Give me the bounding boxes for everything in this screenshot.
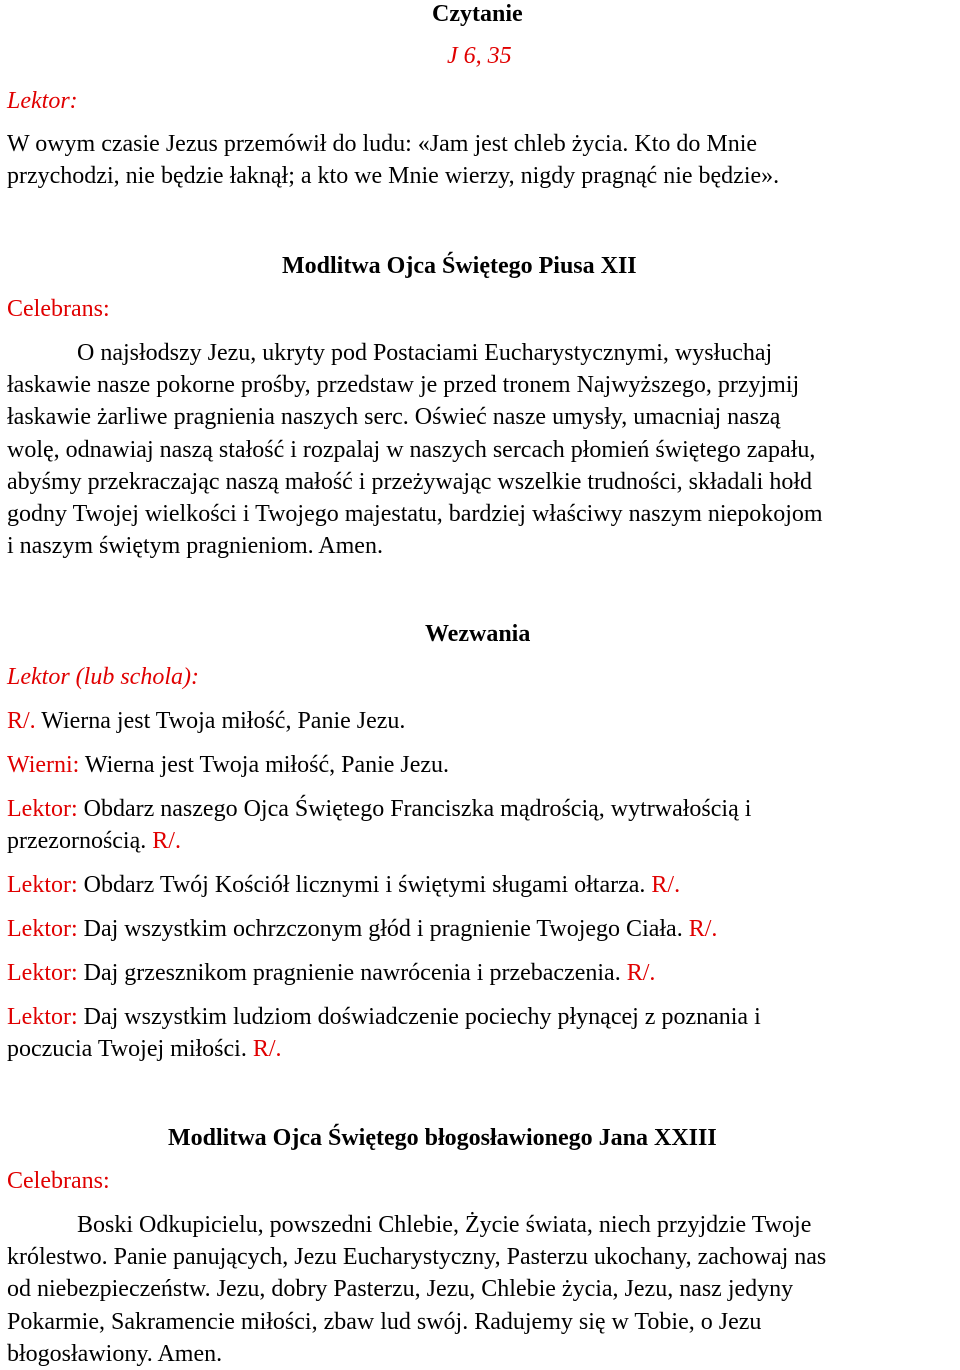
prayer-john-speaker: Celebrans:	[7, 1168, 110, 1194]
invocations-speaker: Lektor (lub schola):	[7, 664, 199, 690]
prayer-line: łaskawie nasze pokorne prośby, przedstaw je przed tronem Najwyższego, przyjmij	[7, 372, 800, 399]
invocation-text: Obdarz naszego Ojca Świętego Franciszka mądrością, wytrwałością i	[77, 796, 752, 822]
invocation-item	[7, 869, 957, 901]
prayer-line: błogosławiony. Amen.	[7, 1340, 223, 1367]
invocation-text: Daj grzesznikom pragnienie nawrócenia i przebaczenia.	[77, 960, 627, 986]
prayer-line: od niebezpieczeństw. Jezu, dobry Pasterzu, Jezu, Chlebie życia, Jezu, nasz jedyny	[7, 1276, 794, 1303]
prayer-line: abyśmy przekraczając naszą małość i przeżywając wszelkie trudności, składali hołd	[7, 468, 812, 495]
prayer-pius-speaker: Celebrans:	[7, 296, 110, 322]
prayer-line: wolę, odnawiaj naszą stałość i rozpalaj w naszych sercach płomień świętego zapału,	[7, 436, 816, 463]
invocation-text-cont: poczucia Twojej miłości.	[7, 1036, 253, 1062]
invocations-title: Wezwania	[425, 621, 531, 647]
invocation-speaker: Lektor:	[7, 916, 78, 942]
reading-title: Czytanie	[432, 1, 523, 27]
reading-reference: J 6, 35	[447, 43, 512, 69]
invocation-text-cont: przezornością.	[7, 828, 153, 854]
invocation-text: Daj wszystkim ludziom doświadczenie pociechy płynącej z poznania i	[77, 1004, 761, 1030]
response-marker: R/.	[7, 708, 36, 734]
prayer-line: i naszym świętym pragnieniom. Amen.	[7, 533, 383, 560]
faithful-text: Wierna jest Twoja miłość, Panie Jezu.	[79, 752, 450, 778]
response-line	[7, 705, 957, 737]
prayer-line: łaskawie żarliwe pragnienia naszych serc. Oświeć nasze umysły, umacniaj naszą	[7, 404, 781, 431]
invocation-speaker: Lektor:	[7, 872, 78, 898]
invocation-item	[7, 957, 957, 989]
invocation-speaker: Lektor:	[7, 1004, 78, 1030]
invocation-text: Daj wszystkim ochrzczonym głód i pragnienie Twojego Ciała.	[77, 916, 689, 942]
prayer-line: Boski Odkupicielu, powszedni Chlebie, Życie świata, niech przyjdzie Twoje	[77, 1212, 812, 1238]
prayer-john-title: Modlitwa Ojca Świętego błogosławionego Jana XXIII	[168, 1125, 717, 1151]
reading-speaker: Lektor:	[7, 88, 78, 114]
invocation-response: R/.	[651, 872, 681, 898]
invocation-response: R/.	[626, 960, 656, 986]
invocation-response: R/.	[252, 1036, 282, 1062]
prayer-pius-text	[7, 337, 957, 562]
reading-line: przychodzi, nie będzie łaknął; a kto we Mnie wierzy, nigdy pragnąć nie będzie».	[7, 163, 780, 189]
prayer-pius-title: Modlitwa Ojca Świętego Piusa XII	[282, 253, 637, 279]
prayer-line: godny Twojej wielkości i Twojego majestatu, bardziej właściwy naszym niepokojom	[7, 501, 823, 528]
invocation-response: R/.	[688, 916, 718, 942]
prayer-john-text	[7, 1209, 957, 1370]
faithful-line	[7, 749, 957, 781]
invocation-text: Obdarz Twój Kościół licznymi i świętymi sługami ołtarza.	[77, 872, 652, 898]
reading-line: W owym czasie Jezus przemówił do ludu: «Jam jest chleb życia. Kto do Mnie	[7, 131, 758, 157]
invocation-item	[7, 793, 957, 857]
invocation-item	[7, 913, 957, 945]
invocation-response: R/.	[152, 828, 181, 854]
invocation-speaker: Lektor:	[7, 960, 78, 986]
faithful-label: Wierni:	[7, 752, 80, 778]
prayer-line: Pokarmie, Sakramencie miłości, zbaw lud swój. Radujemy się w Tobie, o Jezu	[7, 1308, 762, 1335]
prayer-line: O najsłodszy Jezu, ukryty pod Postaciami Eucharystycznymi, wysłuchaj	[77, 340, 773, 366]
invocation-speaker: Lektor:	[7, 796, 78, 822]
invocation-item	[7, 1001, 957, 1065]
reading-text	[7, 128, 957, 192]
response-text: Wierna jest Twoja miłość, Panie Jezu.	[35, 708, 406, 734]
prayer-line: królestwo. Panie panujących, Jezu Eucharystyczny, Pasterzu ukochany, zachowaj nas	[7, 1244, 827, 1271]
